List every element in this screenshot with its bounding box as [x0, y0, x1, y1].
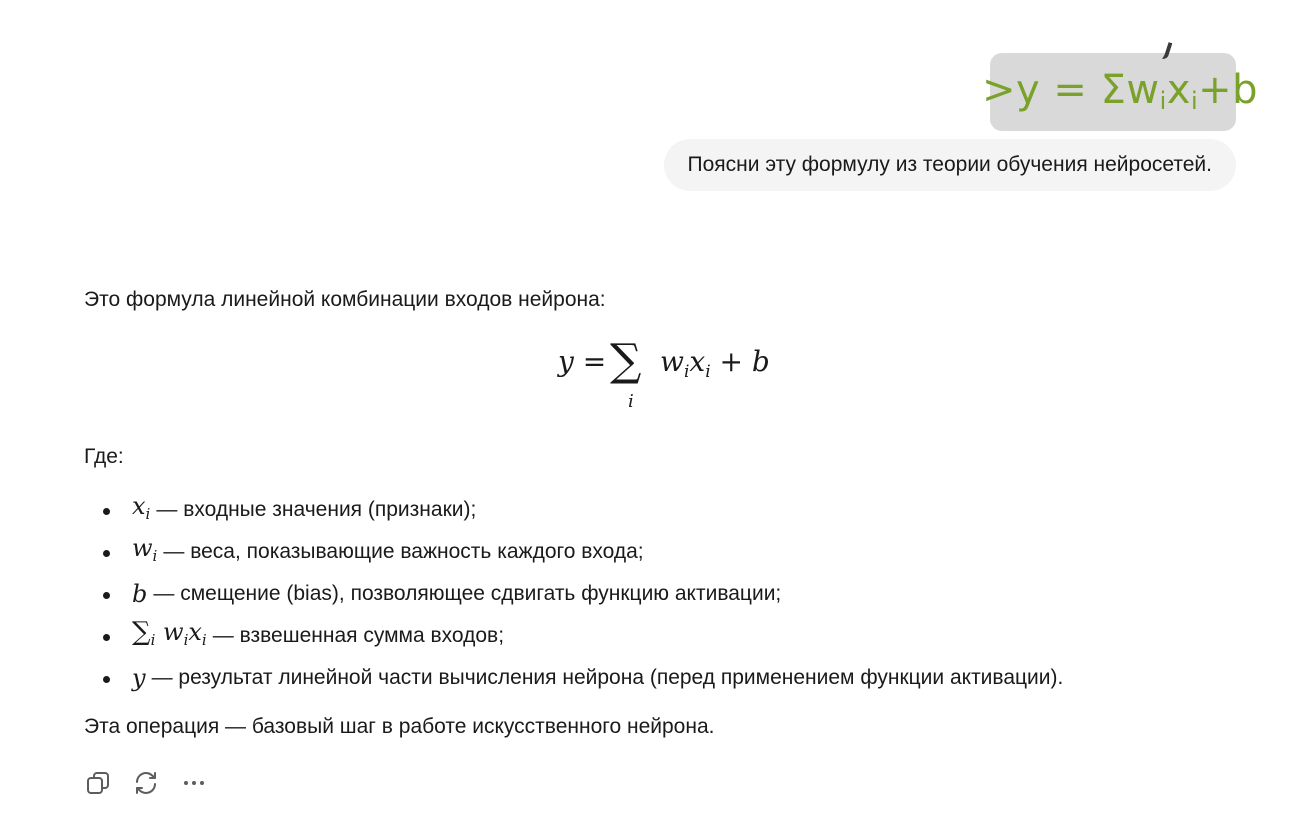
user-message-text: Поясни эту формулу из теории обучения нейросетей.	[687, 153, 1212, 176]
copy-icon	[85, 770, 111, 796]
list-item-text: — взвешенная сумма входов;	[212, 624, 505, 647]
formula-rhs: $w_ix_i + b$	[660, 345, 770, 382]
assistant-message	[84, 286, 1224, 738]
answer-intro: Это формула линейной комбинации входов нейрона:	[84, 288, 606, 311]
user-attached-image[interactable]	[982, 53, 1259, 131]
math-var: $w_i$	[132, 534, 158, 565]
list-item	[84, 573, 1063, 615]
math-var: b	[132, 580, 148, 608]
image-formula: $>y = \Sigma w_ix_i+b$	[982, 67, 1259, 115]
list-item-text: — смещение (bias), позволяющее сдвигать функцию активации;	[153, 582, 782, 605]
list-item	[84, 615, 1063, 657]
list-item	[84, 489, 1063, 531]
regenerate-icon	[133, 770, 159, 796]
math-var: $x_i$	[132, 492, 151, 523]
definition-list	[84, 489, 1063, 699]
formula-lhs: y =	[558, 345, 607, 378]
formula-sigma: ∑	[610, 335, 642, 386]
more-icon	[181, 770, 207, 796]
list-item-text: — веса, показывающие важность каждого входа;	[163, 540, 644, 563]
formula-sigma-index: i	[628, 391, 634, 412]
list-item-text: — результат линейной части вычисления нейрона (перед применением функции активации).	[151, 666, 1064, 689]
list-item-text: — входные значения (признаки);	[156, 498, 477, 521]
message-actions	[84, 768, 208, 798]
list-item	[84, 531, 1063, 573]
answer-outro: Эта операция — базовый шаг в работе искусственного нейрона.	[84, 715, 715, 738]
math-var: $\sum_i$ $w_ix_i$	[132, 617, 207, 649]
display-formula	[84, 336, 1224, 416]
regenerate-button[interactable]	[132, 768, 160, 798]
copy-button[interactable]	[84, 768, 112, 798]
user-message-bubble	[664, 139, 1236, 191]
image-fragment	[1156, 40, 1173, 61]
list-item	[84, 657, 1063, 699]
where-label: Где:	[84, 445, 124, 468]
more-button[interactable]	[180, 768, 208, 798]
math-var: y	[132, 664, 146, 692]
